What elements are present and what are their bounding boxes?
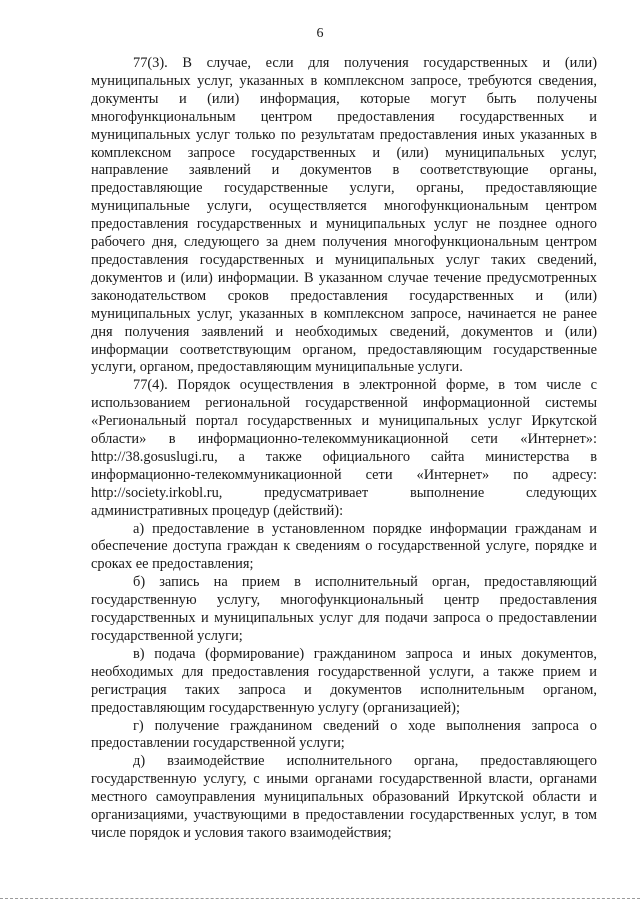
document-body [91, 55, 597, 843]
list-item-a: а) предоставление в установленном порядке информации гражданам и обеспечение доступа граждан к сведениям о государственной услуге, порядке и сроках ее предоставления; [91, 520, 597, 573]
list-item-d: д) взаимодействие исполнительного органа, предоставляющего государственную услугу, с иными органами государственной власти, органами местного самоуправления муниципальных образований Иркутской области и организациями, участвующими в предоставлении государственных услуг, в том числе порядок и условия такого взаимодействия; [91, 753, 597, 841]
list-item-g: г) получение гражданином сведений о ходе выполнения запроса о предоставлении государственной услуги; [91, 717, 597, 752]
paragraph-77-3: 77(3). В случае, если для получения государственных и (или) муниципальных услуг, указанных в комплексном запросе, требуются сведения, документы и (или) информация, которые могут быть получены многофункциональным центром предоставления государственных и муниципальных услуг только по результатам предоставления иных указанных в комплексном запросе государственных и (или) муниципальных услуг, направление заявлений и документов в соответствующие органы, предоставляющие государственные услуги, органы, предоставляющие муниципальные услуги, осуществляется многофункциональным центром предоставления государственных и муниципальных услуг не позднее одного рабочего дня, следующего за днем получения многофункциональным центром предоставления государственных и муниципальных услуг таких сведений, документов и (или) информации. В указанном случае течение предусмотренных законодательством сроков предоставления государственных и (или) муниципальных услуг, указанных в комплексном запросе, начинается не ранее дня получения заявлений и необходимых сведений, документов и (или) информации соответствующим органом, предоставляющим государственные услуги, органом, предоставляющим муниципальные услуги. [91, 55, 597, 376]
page-number: 6 [316, 26, 324, 41]
list-item-b: б) запись на прием в исполнительный орган, предоставляющий государственную услугу, многофункциональный центр предоставления государственных и муниципальных услуг для подачи запроса о предоставлении государственной услуги; [91, 574, 597, 644]
page-bottom-divider [0, 898, 640, 900]
list-item-v: в) подача (формирование) гражданином запроса и иных документов, необходимых для предоставления государственной услуги, а также прием и регистрация таких запроса и документов исполнительным органом, предоставляющим государственную услугу (организацией); [91, 645, 597, 716]
paragraph-77-4: 77(4). Порядок осуществления в электронной форме, в том числе с использованием региональной государственной информационной системы «Региональный портал государственных и муниципальных услуг Иркутской области» в информационно-телекоммуникационной сети «Интернет»: http://38.gosuslugi.ru, а также официального сайта министерства в информационно-телекоммуникационной сети «Интернет» по адресу: http://society.irkobl.ru, предусматривает выполнение следующих административных процедур (действий): [91, 377, 597, 519]
